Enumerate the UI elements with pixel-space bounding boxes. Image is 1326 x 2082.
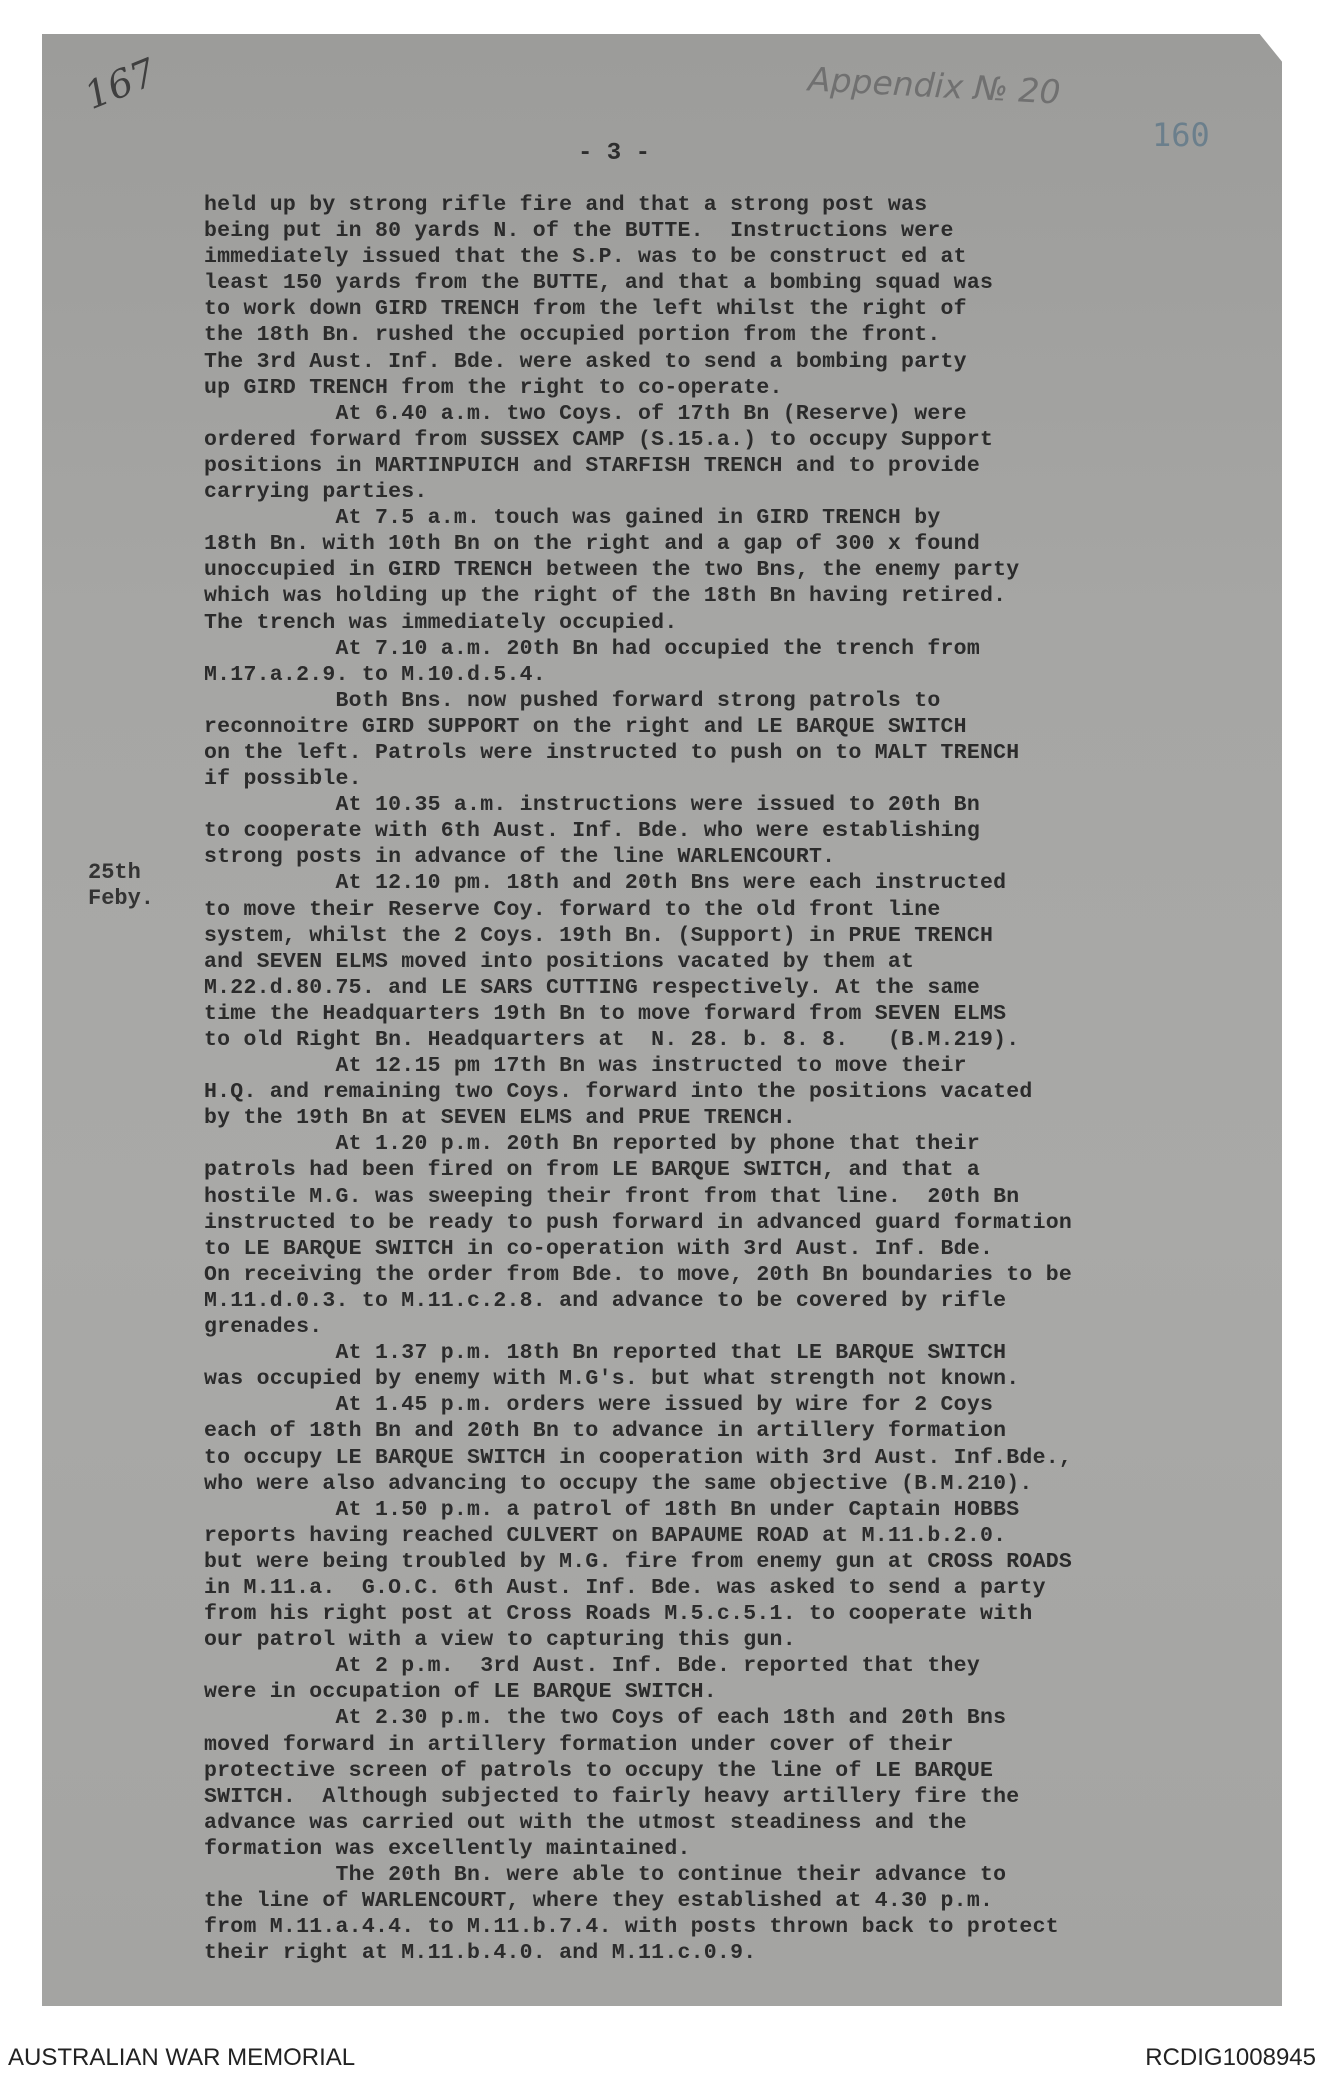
paragraph: held up by strong rifle fire and that a strong post was being put in 80 yards N. of the BUTTE. Instructions were immediately issued that the S.P. was to be construct ed at least 150 yards from the BUTTE, and that a bombing squad was to work down GIRD TRENCH from the left whilst the right of the 18th Bn. rushed the occupied portion from the front. The 3rd Aust. Inf. Bde. were asked to send a bombing party up GIRD TRENCH from the right to co-operate. bbox=[204, 193, 994, 400]
margin-date: 25th Feby. bbox=[88, 860, 155, 911]
footer-institution: AUSTRALIAN WAR MEMORIAL bbox=[8, 2044, 356, 2071]
paragraph: At 12.15 pm 17th Bn was instructed to move their H.Q. and remaining two Coys. forward into the positions vacated by the 19th Bn at SEVEN ELMS and PRUE TRENCH. bbox=[204, 1054, 1033, 1131]
stamped-folio-number: 160 bbox=[1152, 116, 1210, 154]
paragraph: At 6.40 a.m. two Coys. of 17th Bn (Reserve) were ordered forward from SUSSEX CAMP (S.15.a.) to occupy Support positions in MARTINPUICH and STARFISH TRENCH and to provide carrying parties. bbox=[204, 401, 994, 505]
page-number: - 3 - bbox=[578, 140, 651, 167]
paragraph: The 20th Bn. were able to continue their advance to the line of WARLENCOURT, where they established at 4.30 p.m. from M.11.a.4.4. to M.11.b.7.4. with posts thrown back to protect their right at M.11.b.4.0. and M.11.c.0.9. bbox=[204, 1863, 1059, 1966]
paragraph: At 1.50 p.m. a patrol of 18th Bn under Captain HOBBS reports having reached CULVERT on BAPAUME ROAD at M.11.b.2.0. but were being troubled by M.G. fire from enemy gun at CROSS ROADS in M.11.a. G.O.C. 6th Aust. Inf. Bde. was asked to send a party from his right post at Cross Roads M.5.c.5.1. to cooperate with our patrol with a view to capturing this gun. bbox=[204, 1497, 1073, 1653]
paragraph: At 7.10 a.m. 20th Bn had occupied the trench from M.17.a.2.9. to M.10.d.5.4. bbox=[204, 636, 980, 687]
handwritten-folio-number: 167 bbox=[78, 50, 163, 118]
paragraph: At 2.30 p.m. the two Coys of each 18th and 20th Bns moved forward in artillery formation under cover of their protective screen of patrols to occupy the line of LE BARQUE SWITCH. Although subjected to fairly heavy artillery fire the advance was carried out with the utmost steadiness and the formation was excellently maintained. bbox=[204, 1706, 1020, 1861]
paragraph: At 1.37 p.m. 18th Bn reported that LE BARQUE SWITCH was occupied by enemy with M.G's. but what strength not known. bbox=[204, 1341, 1020, 1392]
paragraph: At 1.45 p.m. orders were issued by wire for 2 Coys each of 18th Bn and 20th Bn to advance in artillery formation to occupy LE BARQUE SWITCH in cooperation with 3rd Aust. Inf.Bde., who were also advancing to occupy the same objective (B.M.210). bbox=[204, 1393, 1073, 1496]
paragraph: At 1.20 p.m. 20th Bn reported by phone that their patrols had been fired on from LE BARQUE SWITCH, and that a hostile M.G. was sweeping their front from that line. 20th Bn instructed to be ready to push forward in advanced guard formation to LE BARQUE SWITCH in co-operation with 3rd Aust. Inf. Bde. On receiving the order from Bde. to move, 20th Bn boundaries to be M.11.d.0.3. to M.11.c.2.8. and advance to be covered by rifle grenades. bbox=[204, 1132, 1073, 1340]
document-body bbox=[204, 192, 1244, 1966]
appendix-annotation: Appendix № 20 bbox=[807, 59, 1062, 112]
footer-record-id: RCDIG1008945 bbox=[1145, 2044, 1316, 2071]
paragraph: Both Bns. now pushed forward strong patrols to reconnoitre GIRD SUPPORT on the right and LE BARQUE SWITCH on the left. Patrols were instructed to push on to MALT TRENCH if possible. bbox=[204, 688, 1020, 792]
paragraph: At 12.10 pm. 18th and 20th Bns were each instructed to move their Reserve Coy. forward to the old front line system, whilst the 2 Coys. 19th Bn. (Support) in PRUE TRENCH and SEVEN ELMS moved into positions vacated by them at M.22.d.80.75. and LE SARS CUTTING respectively. At the same time the Headquarters 19th Bn to move forward from SEVEN ELMS to old Right Bn. Headquarters at N. 28. b. 8. 8. (B.M.219). bbox=[204, 871, 1020, 1052]
paragraph: At 2 p.m. 3rd Aust. Inf. Bde. reported that they were in occupation of LE BARQUE SWITCH. bbox=[204, 1654, 980, 1705]
paragraph: At 7.5 a.m. touch was gained in GIRD TRENCH by 18th Bn. with 10th Bn on the right and a gap of 300 x found unoccupied in GIRD TRENCH between the two Bns, the enemy party which was holding up the right of the 18th Bn having retired. The trench was immediately occupied. bbox=[204, 506, 1020, 635]
paragraph: At 10.35 a.m. instructions were issued to 20th Bn to cooperate with 6th Aust. Inf. Bde. who were establishing strong posts in advance of the line WARLENCOURT. bbox=[204, 793, 980, 870]
